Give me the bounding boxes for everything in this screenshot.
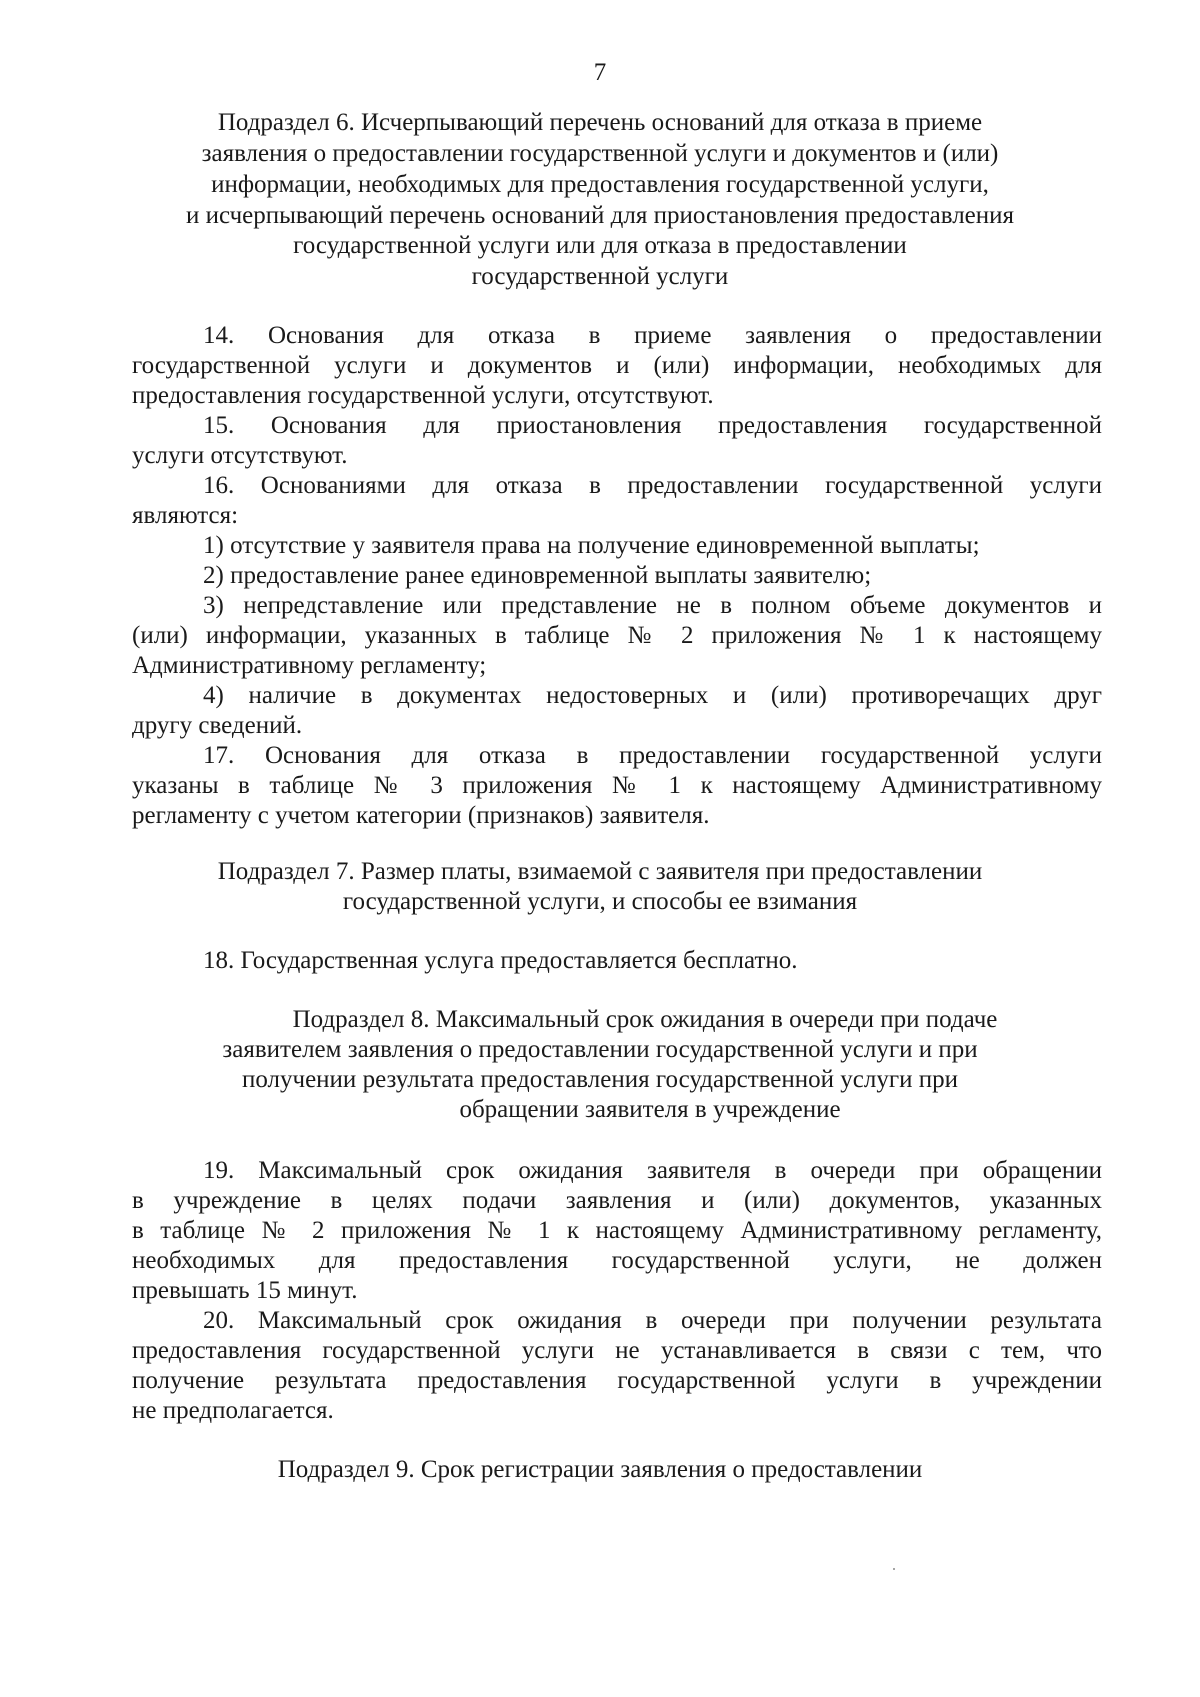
paragraph-14-line: предоставления государственной услуги, отсутствуют. [132,382,714,409]
paragraph-19-line: в учреждение в целях подачи заявления и (или) документов, указанных [132,1187,1102,1214]
paragraph-20-line: 20. Максимальный срок ожидания в очереди при получении результата [203,1307,1102,1334]
paragraph-15-line: 15. Основания для приостановления предоставления государственной [203,412,1102,439]
subsection-6-heading-line: Подраздел 6. Исчерпывающий перечень оснований для отказа в приеме [217,109,983,136]
paragraph-20-line: не предполагается. [132,1397,334,1424]
scan-speck [893,1568,895,1570]
paragraph-17-line: 17. Основания для отказа в предоставлении государственной услуги [203,742,1102,769]
paragraph-16-item-3-line: (или) информации, указанных в таблице № 2 приложения № 1 к настоящему [132,622,1102,649]
subsection-8-heading-line: Подраздел 8. Максимальный срок ожидания в очереди при подаче [292,1006,998,1033]
paragraph-19-line: в таблице № 2 приложения № 1 к настоящему Административному регламенту, [132,1217,1102,1244]
paragraph-16-item-3-line: Административному регламенту; [132,652,487,679]
subsection-8-heading-line: получении результата предоставления государственной услуги при [241,1066,958,1093]
paragraph-20-line: получение результата предоставления государственной услуги в учреждении [132,1367,1102,1394]
paragraph-17-line: указаны в таблице № 3 приложения № 1 к настоящему Административному [132,772,1102,799]
paragraph-16-item-4-line: 4) наличие в документах недостоверных и (или) противоречащих друг [203,682,1102,709]
subsection-6-heading-line: заявления о предоставлении государственной услуги и документов и (или) [201,140,999,167]
subsection-9-heading-line: Подраздел 9. Срок регистрации заявления о предоставлении [277,1456,923,1483]
paragraph-20-line: предоставления государственной услуги не устанавливается в связи с тем, что [132,1337,1102,1364]
subsection-6-heading-line: государственной услуги [471,263,729,290]
paragraph-16-item-3-line: 3) непредставление или представление не в полном объеме документов и [203,592,1102,619]
paragraph-16-item-2: 2) предоставление ранее единовременной выплаты заявителю; [203,562,872,589]
paragraph-15-line: услуги отсутствуют. [132,442,348,469]
paragraph-19-line: превышать 15 минут. [132,1277,358,1304]
subsection-8-heading-line: заявителем заявления о предоставлении государственной услуги и при [222,1036,978,1063]
paragraph-16-item-4-line: другу сведений. [132,712,303,739]
paragraph-16-line: являются: [132,502,239,529]
paragraph-16-item-1: 1) отсутствие у заявителя права на получение единовременной выплаты; [203,532,980,559]
subsection-6-heading-line: государственной услуги или для отказа в предоставлении [293,232,907,259]
subsection-6-heading-line: информации, необходимых для предоставления государственной услуги, [211,171,989,198]
page-number: 7 [593,59,607,86]
subsection-6-heading-line: и исчерпывающий перечень оснований для приостановления предоставления [185,202,1015,229]
subsection-8-heading-line: обращении заявителя в учреждение [459,1096,841,1123]
paragraph-18-line: 18. Государственная услуга предоставляется бесплатно. [203,947,798,974]
paragraph-16-line: 16. Основаниями для отказа в предоставлении государственной услуги [203,472,1102,499]
paragraph-19-line: 19. Максимальный срок ожидания заявителя в очереди при обращении [203,1157,1102,1184]
subsection-7-heading-line: Подраздел 7. Размер платы, взимаемой с заявителя при предоставлении [217,858,983,885]
subsection-7-heading-line: государственной услуги, и способы ее взимания [342,888,858,915]
paragraph-19-line: необходимых для предоставления государственной услуги, не должен [132,1247,1102,1274]
paragraph-14-line: 14. Основания для отказа в приеме заявления о предоставлении [203,322,1102,349]
paragraph-14-line: государственной услуги и документов и (или) информации, необходимых для [132,352,1102,379]
paragraph-17-line: регламенту с учетом категории (признаков) заявителя. [132,802,710,829]
